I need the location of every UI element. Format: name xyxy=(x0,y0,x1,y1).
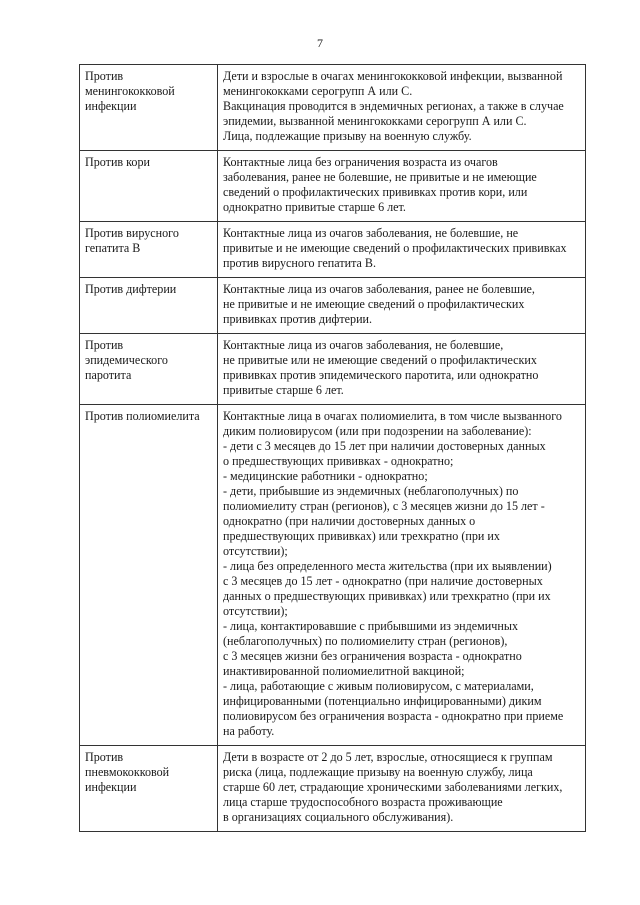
table-row xyxy=(80,334,586,405)
target-group-line: лица старше трудоспособного возраста проживающие xyxy=(223,795,503,809)
vaccine-name-cell xyxy=(80,222,218,278)
target-group-line: с 3 месяцев жизни без ограничения возраста - однократно xyxy=(223,649,522,663)
target-group-line: риска (лица, подлежащие призыву на военную службу, лица xyxy=(223,765,533,779)
vaccine-name-line: менингококковой xyxy=(85,84,175,98)
table-row xyxy=(80,222,586,278)
table-row xyxy=(80,151,586,222)
target-group-line: Дети в возрасте от 2 до 5 лет, взрослые, относящиеся к группам xyxy=(223,750,553,764)
vaccine-name-cell xyxy=(80,746,218,832)
target-group-line: против вирусного гепатита В. xyxy=(223,256,376,270)
target-group-line: данных о предшествующих прививках) или трехкратно (при их xyxy=(223,589,551,603)
target-groups-cell xyxy=(218,405,586,746)
vaccine-name-line: пневмококковой xyxy=(85,765,170,779)
target-group-line: Контактные лица в очагах полиомиелита, в том числе вызванного xyxy=(223,409,562,423)
target-groups-cell xyxy=(218,278,586,334)
table-row xyxy=(80,746,586,832)
target-group-line: старше 60 лет, страдающие хроническими заболеваниями легких, xyxy=(223,780,563,794)
target-group-line: эпидемии, вызванной менингококками серогрупп А или С. xyxy=(223,114,527,128)
target-group-line: отсутствии); xyxy=(223,604,288,618)
vaccine-name-line: паротита xyxy=(85,368,132,382)
vaccine-name-line: инфекции xyxy=(85,780,137,794)
target-group-line: отсутствии); xyxy=(223,544,288,558)
target-group-line: предшествующих прививках) или трехкратно (при их xyxy=(223,529,500,543)
target-group-line: однократно (при наличии достоверных данных о xyxy=(223,514,476,528)
target-group-line: на работу. xyxy=(223,724,275,738)
vaccine-name-line: Против дифтерии xyxy=(85,282,177,296)
target-group-line: - дети, прибывшие из эндемичных (неблагополучных) по xyxy=(223,484,519,498)
target-group-line: полиомиелиту стран (регионов), с 3 месяцев жизни до 15 лет - xyxy=(223,499,545,513)
table-row xyxy=(80,65,586,151)
target-group-line: Лица, подлежащие призыву на военную службу. xyxy=(223,129,472,143)
vaccine-name-line: гепатита В xyxy=(85,241,141,255)
target-group-line: менингококками серогрупп А или С. xyxy=(223,84,413,98)
target-group-line: полиовирусом без ограничения возраста - однократно при приеме xyxy=(223,709,564,723)
table-row xyxy=(80,278,586,334)
target-group-line: не привитые или не имеющие сведений о профилактических xyxy=(223,353,537,367)
target-group-line: Контактные лица из очагов заболевания, не болевшие, xyxy=(223,338,504,352)
vaccine-name-line: Против xyxy=(85,338,124,352)
target-group-line: о предшествующих прививках - однократно; xyxy=(223,454,454,468)
vaccine-name-cell xyxy=(80,334,218,405)
target-group-line: с 3 месяцев до 15 лет - однократно (при наличие достоверных xyxy=(223,574,543,588)
vaccine-name-line: Против вирусного xyxy=(85,226,179,240)
target-groups-cell xyxy=(218,334,586,405)
target-groups-cell xyxy=(218,222,586,278)
target-group-line: сведений о профилактических прививках против кори, или xyxy=(223,185,528,199)
vaccine-name-cell xyxy=(80,151,218,222)
target-group-line: прививках против эпидемического паротита, или однократно xyxy=(223,368,539,382)
vaccine-name-line: инфекции xyxy=(85,99,137,113)
target-group-line: инактивированной полиомиелитной вакциной; xyxy=(223,664,465,678)
target-group-line: Контактные лица из очагов заболевания, не болевшие, не xyxy=(223,226,519,240)
target-group-line: в организациях социального обслуживания). xyxy=(223,810,454,824)
target-group-line: диким полиовирусом (или при подозрении на заболевание): xyxy=(223,424,532,438)
page-number: 7 xyxy=(317,36,323,50)
vaccine-name-cell xyxy=(80,278,218,334)
target-group-line: заболевания, ранее не болевшие, не привитые и не имеющие xyxy=(223,170,537,184)
target-group-line: - лица без определенного места жительства (при их выявлении) xyxy=(223,559,552,573)
target-group-line: - дети с 3 месяцев до 15 лет при наличии достоверных данных xyxy=(223,439,546,453)
vaccination-table xyxy=(79,64,586,832)
target-group-line: инфицированными (потенциально инфицированными) диким xyxy=(223,694,542,708)
target-group-line: привитые старше 6 лет. xyxy=(223,383,344,397)
target-groups-cell xyxy=(218,65,586,151)
target-group-line: (неблагополучных) по полиомиелиту стран (регионов), xyxy=(223,634,508,648)
target-group-line: - лица, работающие с живым полиовирусом, с материалами, xyxy=(223,679,534,693)
target-group-line: - медицинские работники - однократно; xyxy=(223,469,428,483)
target-group-line: привитые и не имеющие сведений о профилактических прививках xyxy=(223,241,567,255)
target-group-line: Вакцинация проводится в эндемичных регионах, а также в случае xyxy=(223,99,564,113)
target-group-line: однократно привитые старше 6 лет. xyxy=(223,200,406,214)
vaccine-name-line: Против xyxy=(85,69,124,83)
vaccine-name-line: Против полиомиелита xyxy=(85,409,200,423)
target-groups-cell xyxy=(218,746,586,832)
target-group-line: прививках против дифтерии. xyxy=(223,312,373,326)
vaccine-name-line: Против кори xyxy=(85,155,150,169)
target-group-line: - лица, контактировавшие с прибывшими из эндемичных xyxy=(223,619,519,633)
table-body xyxy=(80,65,586,832)
vaccine-name-cell xyxy=(80,405,218,746)
target-group-line: Дети и взрослые в очагах менингококковой инфекции, вызванной xyxy=(223,69,563,83)
vaccine-name-line: эпидемического xyxy=(85,353,168,367)
vaccine-name-cell xyxy=(80,65,218,151)
target-group-line: Контактные лица из очагов заболевания, ранее не болевшие, xyxy=(223,282,535,296)
target-group-line: Контактные лица без ограничения возраста из очагов xyxy=(223,155,498,169)
table-row xyxy=(80,405,586,746)
target-groups-cell xyxy=(218,151,586,222)
target-group-line: не привитые и не имеющие сведений о профилактических xyxy=(223,297,525,311)
vaccine-name-line: Против xyxy=(85,750,124,764)
